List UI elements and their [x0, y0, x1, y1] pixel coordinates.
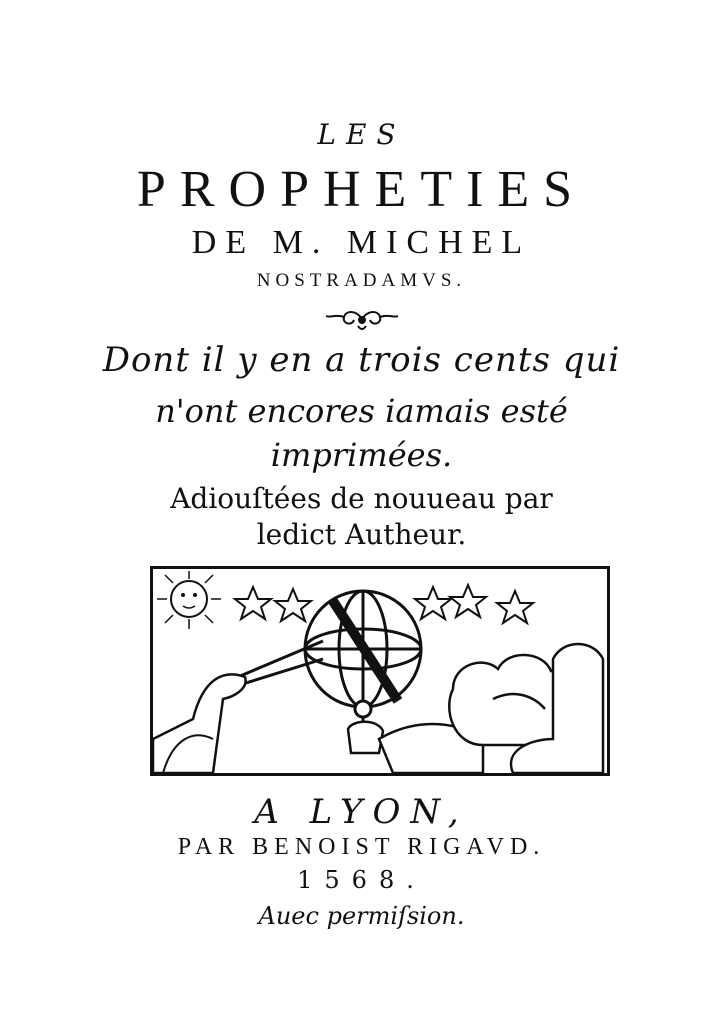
title-propheties: PROPHETIES — [136, 161, 587, 218]
subtitle-line-2: n'ont encores iamais esté — [155, 392, 568, 430]
title-nostradamus: NOSTRADAMVS. — [256, 270, 467, 291]
subtitle-line-1: Dont il y en a trois cents qui — [102, 340, 621, 380]
crescent-moon-icon — [548, 579, 571, 625]
title-les: LES — [317, 118, 406, 151]
hand-with-compass-icon — [153, 641, 323, 773]
title-de-michel: DE M. MICHEL — [191, 224, 532, 261]
imprint-city: A LYON, — [254, 792, 469, 832]
subtitle-line-3: imprimées. — [270, 436, 453, 474]
note-line-2: ledict Autheur. — [256, 518, 467, 551]
ornament-fleuron-icon — [0, 306, 723, 332]
imprint-privilege: Auec permiſsion. — [258, 902, 465, 930]
sun-face-icon — [157, 571, 221, 629]
imprint-year: 1568. — [297, 866, 426, 894]
imprint-printer: PAR BENOIST RIGAVD. — [177, 834, 546, 860]
woodcut-illustration — [150, 566, 610, 776]
note-line-1: Adiouſtées de nouueau par — [170, 482, 553, 515]
